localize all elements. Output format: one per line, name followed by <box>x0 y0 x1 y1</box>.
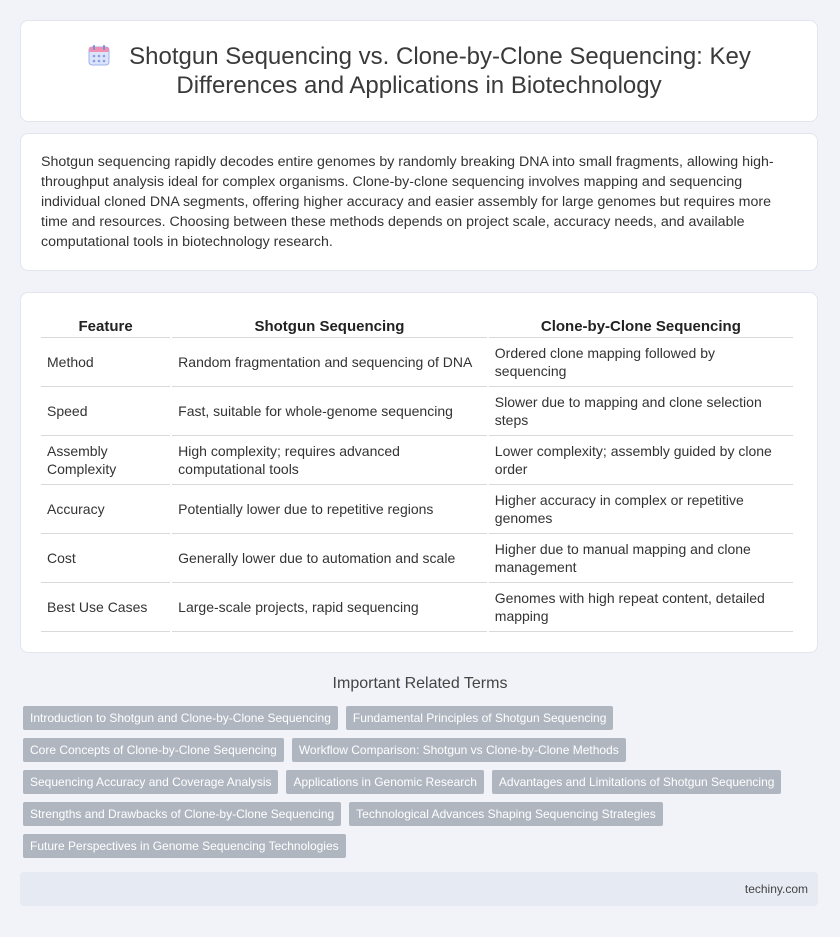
header-feature: Feature <box>41 315 170 338</box>
related-term-tag[interactable]: Applications in Genomic Research <box>286 770 483 794</box>
header-shotgun: Shotgun Sequencing <box>172 315 487 338</box>
feature-cell: Method <box>41 338 170 387</box>
related-term-tag[interactable]: Technological Advances Shaping Sequencing Strategies <box>349 802 663 826</box>
related-term-tag[interactable]: Sequencing Accuracy and Coverage Analysis <box>23 770 278 794</box>
intro-card <box>20 133 818 271</box>
feature-cell: Best Use Cases <box>41 583 170 632</box>
related-terms-list <box>23 706 813 858</box>
calendar-icon <box>87 43 111 67</box>
related-term-tag[interactable]: Fundamental Principles of Shotgun Sequencing <box>346 706 614 730</box>
shotgun-cell: High complexity; requires advanced computational tools <box>172 436 487 485</box>
shotgun-cell: Large-scale projects, rapid sequencing <box>172 583 487 632</box>
clone-cell: Higher accuracy in complex or repetitive genomes <box>489 485 793 534</box>
clone-cell: Lower complexity; assembly guided by clone order <box>489 436 793 485</box>
intro-paragraph: Shotgun sequencing rapidly decodes entire genomes by randomly breaking DNA into small fragments, allowing high-throughput analysis ideal for complex organisms. Clone-by-clone sequencing involves mapping and sequencing individual cloned DNA segments, offering higher accuracy and easier assembly for large genomes but requires more time and resources. Choosing between these methods depends on project scale, accuracy needs, and available computational tools in biotechnology research. <box>41 154 774 250</box>
related-term-tag[interactable]: Core Concepts of Clone-by-Clone Sequencing <box>23 738 284 762</box>
related-term-tag[interactable]: Workflow Comparison: Shotgun vs Clone-by-Clone Methods <box>292 738 626 762</box>
feature-cell: Accuracy <box>41 485 170 534</box>
shotgun-cell: Generally lower due to automation and scale <box>172 534 487 583</box>
table-header-row <box>41 315 793 338</box>
table-row <box>41 338 793 387</box>
related-terms-heading: Important Related Terms <box>332 675 508 692</box>
feature-cell: Assembly Complexity <box>41 436 170 485</box>
clone-cell: Slower due to mapping and clone selection steps <box>489 387 793 436</box>
comparison-table <box>39 315 795 632</box>
table-row <box>41 583 793 632</box>
feature-cell: Cost <box>41 534 170 583</box>
shotgun-cell: Random fragmentation and sequencing of DNA <box>172 338 487 387</box>
clone-cell: Higher due to manual mapping and clone management <box>489 534 793 583</box>
related-term-tag[interactable]: Introduction to Shotgun and Clone-by-Clone Sequencing <box>23 706 338 730</box>
footer-site-link[interactable]: techiny.com <box>744 882 808 896</box>
related-term-tag[interactable]: Future Perspectives in Genome Sequencing Technologies <box>23 834 346 858</box>
shotgun-cell: Potentially lower due to repetitive regions <box>172 485 487 534</box>
feature-cell: Speed <box>41 387 170 436</box>
header-clone-by-clone: Clone-by-Clone Sequencing <box>489 315 793 338</box>
shotgun-cell: Fast, suitable for whole-genome sequencing <box>172 387 487 436</box>
table-row <box>41 485 793 534</box>
table-row <box>41 436 793 485</box>
page-title: Shotgun Sequencing vs. Clone-by-Clone Sequencing: Key Differences and Applications in Biotechnology <box>129 43 751 99</box>
table-row <box>41 534 793 583</box>
clone-cell: Genomes with high repeat content, detailed mapping <box>489 583 793 632</box>
header-card <box>20 20 818 122</box>
comparison-table-card <box>20 292 818 653</box>
related-term-tag[interactable]: Strengths and Drawbacks of Clone-by-Clone Sequencing <box>23 802 341 826</box>
related-term-tag[interactable]: Advantages and Limitations of Shotgun Sequencing <box>492 770 782 794</box>
page-title-wrap <box>61 42 777 100</box>
clone-cell: Ordered clone mapping followed by sequencing <box>489 338 793 387</box>
table-row <box>41 387 793 436</box>
footer <box>20 872 818 906</box>
